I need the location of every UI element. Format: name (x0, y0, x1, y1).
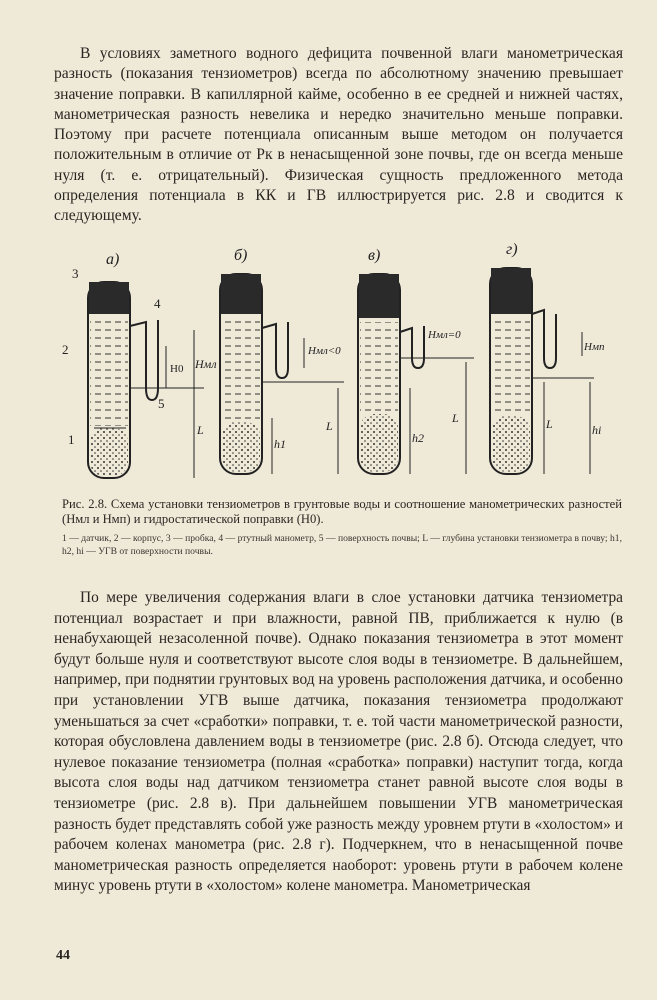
label-L-d: L (546, 417, 553, 431)
panel-label-b: б) (234, 247, 248, 264)
paragraph-2: По мере увеличения содержания влаги в слое установки датчика тензиометра потенциал возрастает и при влажности, равной ПВ, приближается к нулю (в ненабухающей незасоленной почве). Однако показания тензиометра в этот момент будут больше нуля и соответствуют высоте слоя воды в тензиометре. В дальнейшем, например, при поднятии грунтовых вод на уровень расположения датчика, и особенно при установлении УГВ выше датчика, показания тензиометра продолжают уменьшаться за счет «сработки» поправки, т. е. той части манометрической разности, которая обусловлена давлением воды в тензиометре (рис. 2.8 б). Отсюда следует, что нулевое показание тензиометра (полная «сработка» поправки) наступит тогда, когда высота слоя воды над датчиком тензиометра станет равной высоте слоя воды в тензиометре (рис. 2.8 в). При дальнейшем повышении УГВ манометрическая разность будет представлять собой уже разность между уровнем ртути в «холостом» и рабочем коленах манометра (рис. 2.8 г). Подчеркнем, что в ненасыщенной почве манометрическая разность определяется наоборот: уровень ртути в рабочем колене минус уровень ртути в «холостом» колене манометра. Манометрическая (54, 589, 623, 895)
label-L-a: L (197, 423, 204, 437)
label-hml-b: Нмл<0 (308, 345, 341, 357)
label-4: 4 (154, 296, 161, 311)
figure-legend: 1 — датчик, 2 — корпус, 3 — пробка, 4 — ртутный манометр, 5 — поверхность почвы; L — глубина установки тензиометра в почву; h1, h2, hi — УГВ от поверхности почвы. (62, 533, 622, 557)
label-hml-a: Нмл (195, 357, 217, 371)
panel-label-a: а) (106, 251, 120, 268)
figure-2-8 (54, 238, 623, 496)
label-hml-d: Нмп (584, 341, 605, 353)
label-hi: hi (592, 423, 602, 437)
label-1: 1 (68, 432, 75, 447)
panel-d (490, 241, 605, 474)
panel-label-c: в) (368, 247, 381, 264)
label-2: 2 (62, 342, 69, 357)
label-5: 5 (158, 396, 165, 411)
label-L-b: L (326, 419, 333, 433)
label-hml-c: Нмл=0 (428, 329, 461, 341)
panel-c (358, 247, 474, 474)
water-column (90, 318, 128, 426)
figure-caption: Рис. 2.8. Схема установки тензиометров в грунтовые воды и соотношение манометрических разностей (Нмл и Нмп) и гидростатической поправки (Н0). (62, 497, 622, 526)
sensor (90, 428, 128, 476)
label-h0: Н0 (170, 363, 184, 375)
page-number: 44 (56, 948, 70, 963)
panel-a (62, 251, 217, 478)
label-h1: h1 (274, 437, 286, 451)
panel-b (220, 247, 344, 474)
stopper (89, 282, 129, 314)
paragraph-1: В условиях заметного водного дефицита почвенной влаги манометрическая разность (показания тензиометров) всегда по абсолютному значению превышает значение поправки. В капиллярной кайме, особенно в ее средней и нижней частях, манометрическая разность невелика и нередко значительно меньше поправки. Поэтому при расчете потенциала описанным выше методом он получается положительным в отличие от Рк в ненасыщенной зоне почвы, где он всегда меньше нуля (т. е. отрицательный). Физическая сущность предложенного метода определения потенциала в КК и ГВ иллюстрируется рис. 2.8 и сводится к следующему. (54, 45, 623, 225)
label-h2: h2 (412, 431, 424, 445)
label-L-c: L (452, 411, 459, 425)
label-3: 3 (72, 266, 79, 281)
panel-label-d: г) (506, 241, 518, 258)
